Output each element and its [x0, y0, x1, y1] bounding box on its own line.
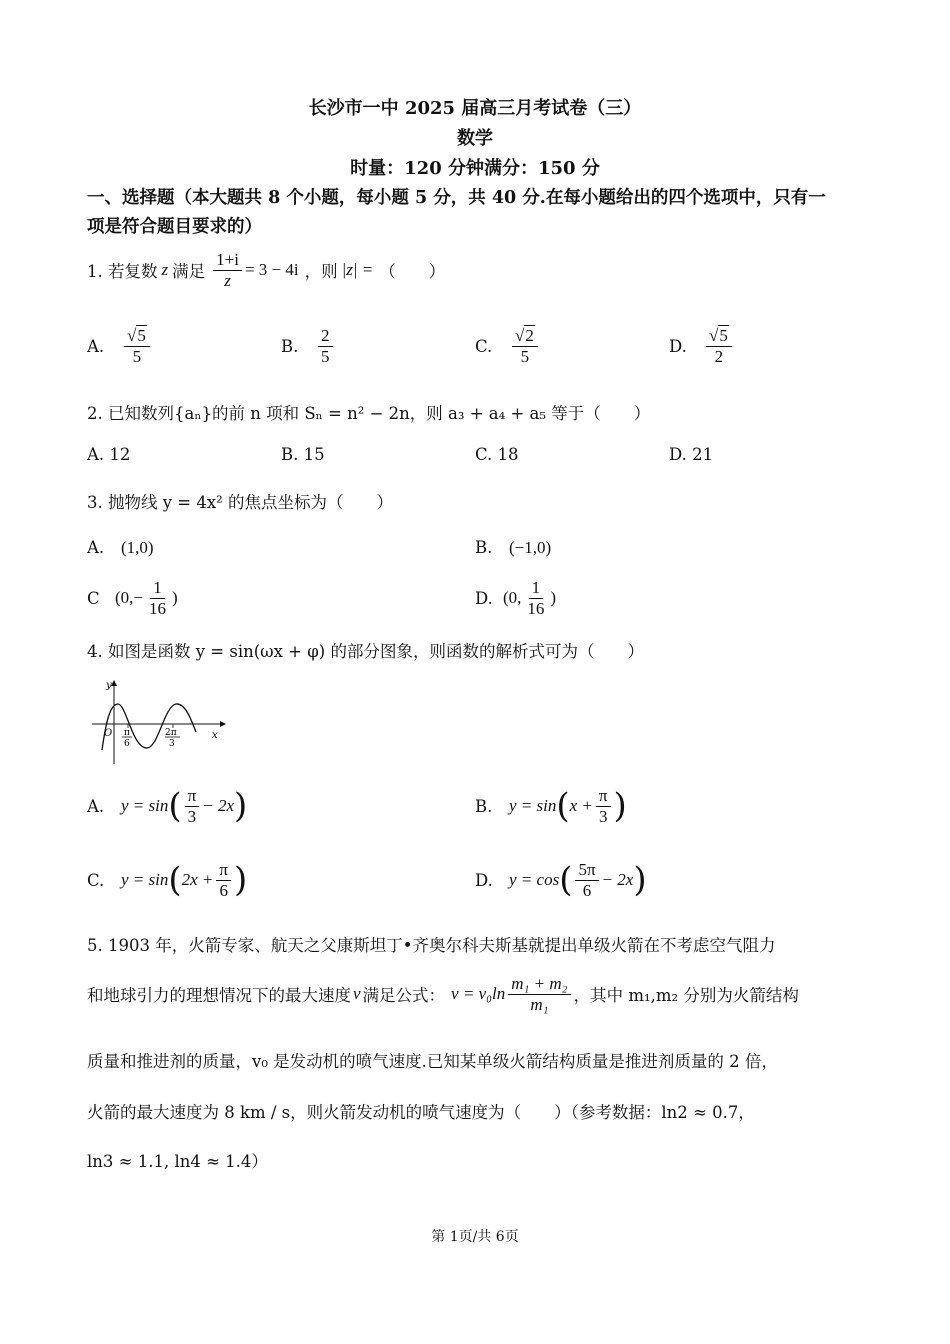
sine-curve	[102, 704, 196, 750]
tick-pi-6-num: π	[124, 728, 130, 738]
rocket-formula: v = v₀ln	[451, 984, 506, 1004]
q1-option-d[interactable]: D. $\frac{√5}{2}$	[669, 326, 735, 366]
q3-option-d[interactable]: D. (0, $\frac{1}{16}$ )	[475, 578, 557, 618]
x-axis-label: x	[212, 730, 218, 741]
exam-title: 长沙市一中 2025 届高三月考试卷（三）	[308, 98, 642, 119]
q1-prefix: 1. 若复数	[87, 262, 158, 282]
question-3: 3. 抛物线 y = 4x² 的焦点坐标为（ ）	[87, 493, 394, 512]
q1-mid: 满足	[172, 262, 206, 282]
tick-2pi-3-den: 3	[169, 739, 175, 749]
q3-option-c[interactable]: C (0,− $\frac{1}{16}$ )	[87, 578, 178, 618]
q2-option-a[interactable]: A. 12	[87, 445, 131, 464]
y-axis-arrow-icon	[111, 680, 117, 686]
q1-option-a[interactable]: A. $\frac{√5}{5}$	[87, 326, 153, 366]
q2-option-b[interactable]: B. 15	[281, 445, 325, 464]
q1-then: ，则	[304, 262, 338, 282]
page-number: 第 1页/共 6页	[431, 1229, 519, 1245]
question-5-line2: 和地球引力的理想情况下的最大速度 v 满足公式： v = v₀ln $\frac{\text{m₁ + m₂}}{\text{m₁}}$ ，其中 m₁,m₂ 分别为火箭结构	[87, 974, 799, 1014]
origin-label: O	[104, 728, 113, 739]
question-1	[87, 250, 445, 290]
q4-option-c[interactable]: C. y = sin ( 2x + $\frac{\pi}{6}$ )	[87, 859, 248, 900]
q3-option-b[interactable]: B. (−1,0)	[475, 538, 552, 557]
q4-option-d[interactable]: D. y = cos ( $\frac{5\pi}{6}$ − 2x )	[475, 859, 647, 900]
q1-paren: （ ）	[379, 262, 446, 282]
tick-2pi-3-num: 2π	[165, 728, 177, 738]
question-5-line5: ln3 ≈ 1.1, ln4 ≈ 1.4）	[87, 1152, 268, 1171]
q1-abs: |z| =	[341, 260, 374, 280]
q4-option-b[interactable]: B. y = sin ( x + $\frac{\pi}{3}$ )	[475, 785, 627, 826]
x-axis-arrow-icon	[220, 721, 226, 727]
sine-graph	[88, 676, 228, 768]
q2-option-d[interactable]: D. 21	[669, 445, 714, 464]
tick-pi-6-den: 6	[124, 739, 130, 749]
q1-option-c[interactable]: C. $\frac{√2}{5}$	[475, 326, 541, 366]
section-heading-line2: 项是符合题目要求的）	[87, 217, 262, 237]
question-5-line1: 5. 1903 年，火箭专家、航天之父康斯坦丁•齐奥尔科夫斯基就提出单级火箭在不考虑空气阻力	[87, 936, 776, 955]
question-5-line3: 质量和推进剂的质量，v₀ 是发动机的喷气速度.已知某单级火箭结构质量是推进剂质量的 2 倍，	[87, 1052, 778, 1071]
q2-option-c[interactable]: C. 18	[475, 445, 519, 464]
q3-option-a[interactable]: A. (1,0)	[87, 538, 154, 557]
q4-option-a[interactable]: A. y = sin ( $\frac{\pi}{3}$ − 2x )	[87, 785, 248, 826]
q1-var: z	[161, 260, 169, 280]
question-2: 2. 已知数列{aₙ}的前 n 项和 Sₙ = n² − 2n，则 a₃ + a₄ + a₅ 等于（ ）	[87, 404, 651, 423]
q1-fraction: $\frac{1+i}{z}$	[213, 250, 242, 290]
q1-option-b[interactable]: B. $\frac{2}{5}$	[281, 326, 336, 366]
subject-title: 数学	[457, 128, 493, 149]
q1-rhs: = 3 − 4i	[244, 260, 299, 280]
section-heading-line1: 一、选择题（本大题共 8 个小题，每小题 5 分，共 40 分.在每小题给出的四个选项中，只有一	[87, 188, 826, 208]
question-5-line4: 火箭的最大速度为 8 km / s，则火箭发动机的喷气速度为（ ）（参考数据：ln2 ≈ 0.7，	[87, 1103, 755, 1122]
question-4: 4. 如图是函数 y = sin(ωx + φ) 的部分图象，则函数的解析式可为（ ）	[87, 642, 644, 661]
y-axis-label: y	[106, 680, 112, 691]
time-score: 时量：120 分钟满分：150 分	[350, 158, 600, 179]
